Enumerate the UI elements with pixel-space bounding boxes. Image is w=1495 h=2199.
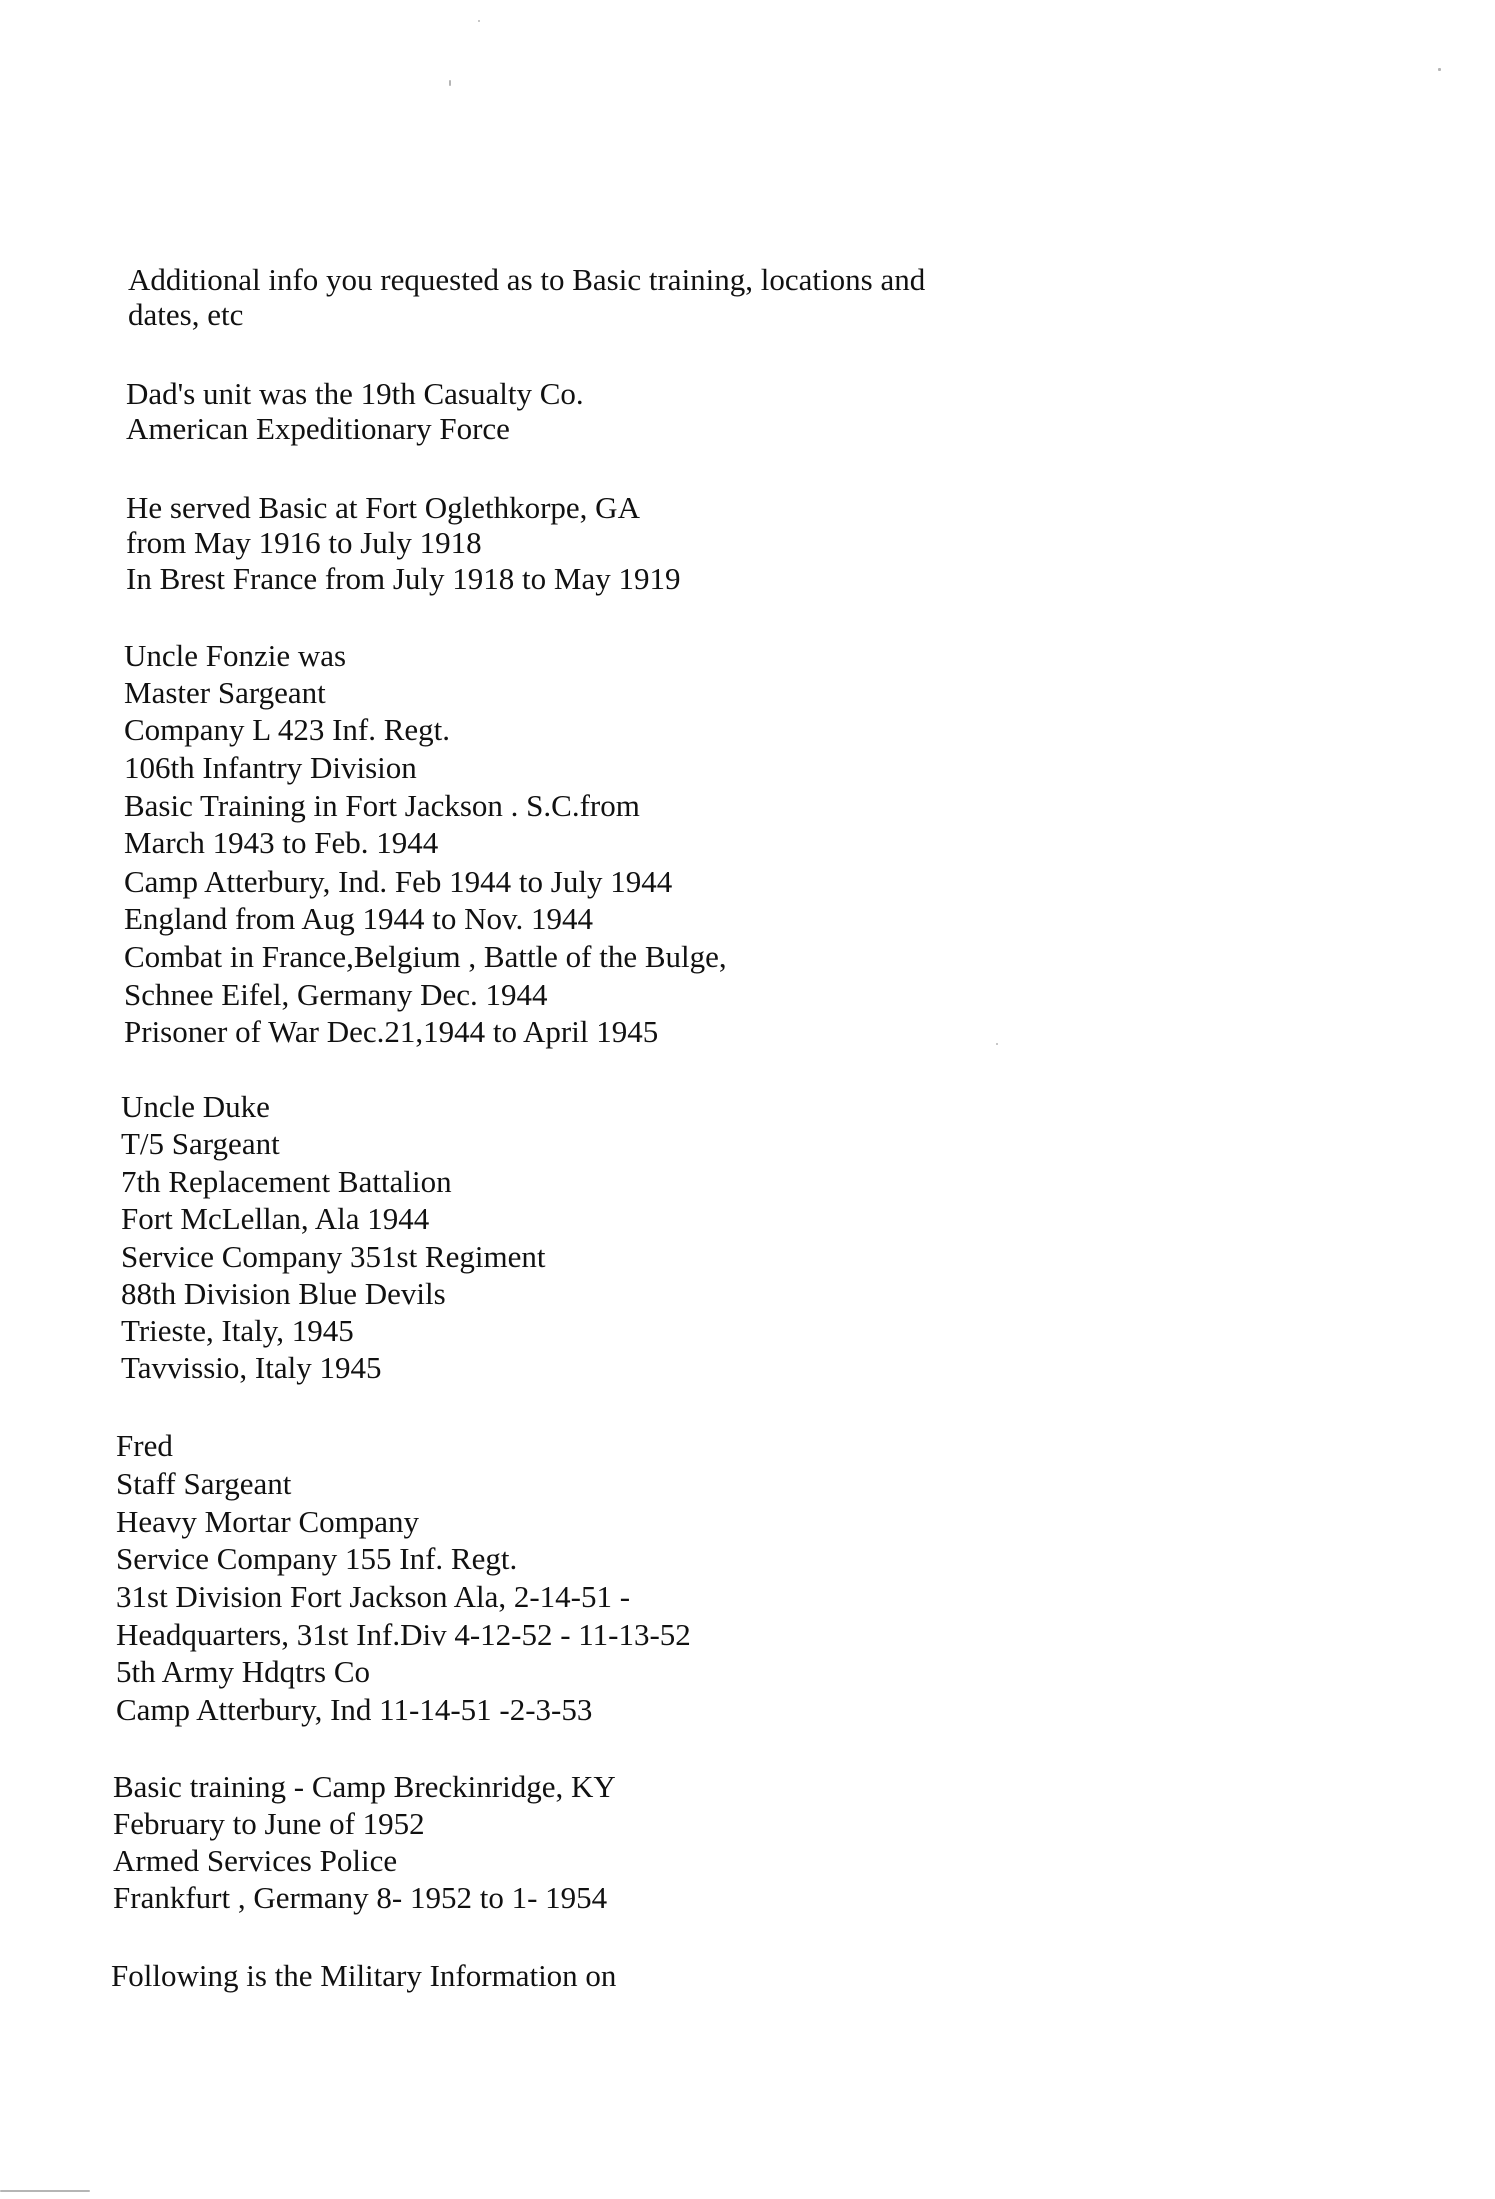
scan-speck — [996, 1043, 998, 1045]
fred-line: Staff Sargeant — [116, 1466, 292, 1501]
fonzie-line: March 1943 to Feb. 1944 — [124, 825, 439, 860]
dad-basic-line: He served Basic at Fort Oglethkorpe, GA — [126, 490, 640, 525]
fred-line: Fred — [116, 1428, 173, 1463]
fred-line: Service Company 155 Inf. Regt. — [116, 1541, 518, 1576]
duke-line: 7th Replacement Battalion — [121, 1164, 452, 1199]
dad-basic-line: from May 1916 to July 1918 — [126, 525, 482, 560]
basic-training-line: Frankfurt , Germany 8- 1952 to 1- 1954 — [113, 1880, 608, 1915]
fonzie-line: Master Sargeant — [124, 675, 326, 710]
duke-line: Uncle Duke — [121, 1089, 270, 1124]
duke-line: T/5 Sargeant — [121, 1126, 280, 1161]
dad-unit-line: Dad's unit was the 19th Casualty Co. — [126, 376, 584, 411]
fred-line: Camp Atterbury, Ind 11-14-51 -2-3-53 — [116, 1692, 593, 1727]
dad-unit-line: American Expeditionary Force — [126, 411, 510, 446]
intro-line: Additional info you requested as to Basic training, locations and — [128, 262, 926, 297]
basic-training-line: Basic training - Camp Breckinridge, KY — [113, 1769, 616, 1804]
fonzie-line: 106th Infantry Division — [124, 750, 417, 785]
duke-line: Service Company 351st Regiment — [121, 1239, 546, 1274]
scan-speck — [1438, 68, 1441, 71]
basic-training-line: Armed Services Police — [113, 1843, 398, 1878]
fred-line: Headquarters, 31st Inf.Div 4-12-52 - 11-13-52 — [116, 1617, 691, 1652]
basic-training-line: February to June of 1952 — [113, 1806, 425, 1841]
fonzie-line: Uncle Fonzie was — [124, 638, 347, 673]
fonzie-line: Company L 423 Inf. Regt. — [124, 712, 451, 747]
duke-line: Tavvissio, Italy 1945 — [121, 1350, 382, 1385]
duke-line: Trieste, Italy, 1945 — [121, 1313, 354, 1348]
intro-line: dates, etc — [128, 297, 244, 332]
scan-speck — [0, 2190, 90, 2192]
closing-line: Following is the Military Information on — [111, 1958, 617, 1993]
fred-line: Heavy Mortar Company — [116, 1504, 420, 1539]
duke-line: 88th Division Blue Devils — [121, 1276, 446, 1311]
fonzie-line: Camp Atterbury, Ind. Feb 1944 to July 1944 — [124, 864, 673, 899]
duke-line: Fort McLellan, Ala 1944 — [121, 1201, 430, 1236]
fonzie-line: Basic Training in Fort Jackson . S.C.from — [124, 788, 640, 823]
scan-speck — [478, 20, 480, 22]
fonzie-line: Combat in France,Belgium , Battle of the Bulge, — [124, 939, 727, 974]
scan-speck — [449, 80, 451, 86]
fonzie-line: England from Aug 1944 to Nov. 1944 — [124, 901, 593, 936]
fred-line: 5th Army Hdqtrs Co — [116, 1654, 371, 1689]
dad-basic-line: In Brest France from July 1918 to May 1919 — [126, 561, 681, 596]
fred-line: 31st Division Fort Jackson Ala, 2-14-51 - — [116, 1579, 631, 1614]
fonzie-line: Prisoner of War Dec.21,1944 to April 1945 — [124, 1014, 659, 1049]
fonzie-line: Schnee Eifel, Germany Dec. 1944 — [124, 977, 548, 1012]
